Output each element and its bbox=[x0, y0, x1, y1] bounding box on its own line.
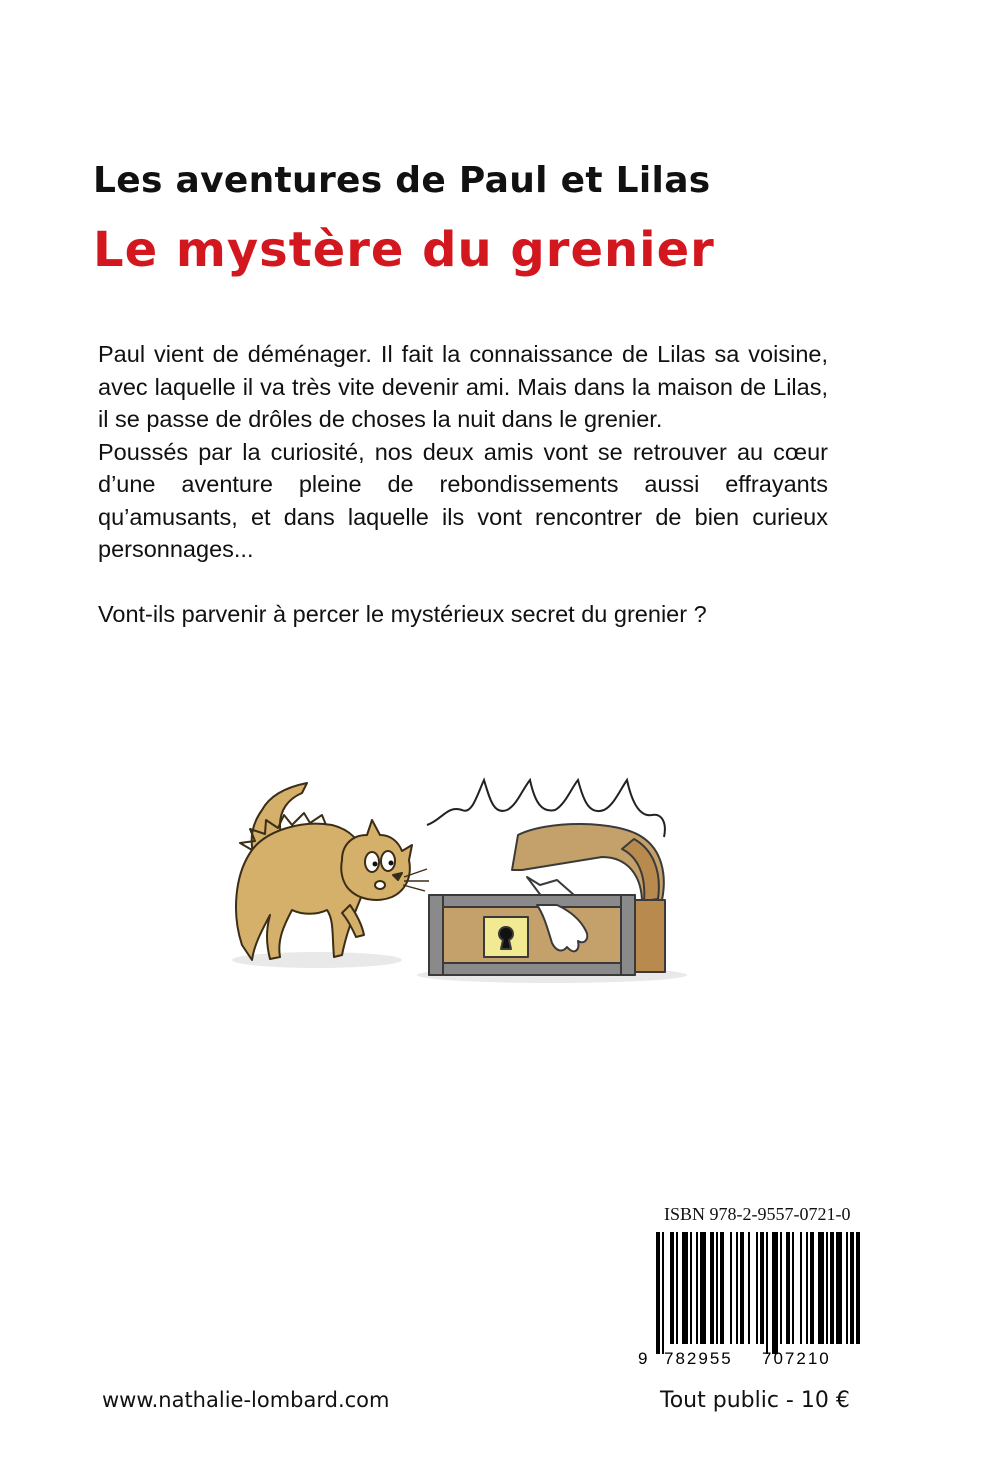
barcode-bar bbox=[662, 1232, 664, 1354]
chest-left-band bbox=[429, 895, 443, 975]
barcode-bar bbox=[818, 1232, 824, 1344]
barcode-bar bbox=[766, 1232, 768, 1354]
barcode-digit-first: 9 bbox=[638, 1349, 648, 1368]
chest-right-band bbox=[621, 895, 635, 975]
treasure-chest bbox=[429, 824, 665, 975]
barcode-bar bbox=[786, 1232, 790, 1344]
cat-eye-right bbox=[381, 851, 395, 871]
barcode-bar bbox=[730, 1232, 732, 1344]
barcode-bar bbox=[696, 1232, 698, 1344]
blurb-question: Vont-ils parvenir à percer le mystérieux secret du grenier ? bbox=[98, 600, 707, 627]
barcode-bar bbox=[700, 1232, 706, 1344]
barcode-bar bbox=[748, 1232, 750, 1344]
barcode-bar bbox=[676, 1232, 678, 1344]
website-link[interactable]: www.nathalie-lombard.com bbox=[102, 1388, 390, 1412]
barcode-bar bbox=[720, 1232, 724, 1344]
barcode-bar bbox=[826, 1232, 828, 1344]
barcode-bar bbox=[710, 1232, 714, 1344]
barcode-bar bbox=[850, 1232, 854, 1344]
cat-eye-left bbox=[365, 852, 379, 872]
barcode-bar bbox=[740, 1232, 744, 1344]
barcode-bar bbox=[792, 1232, 794, 1344]
barcode-bar bbox=[682, 1232, 688, 1344]
barcode-bar bbox=[846, 1232, 848, 1344]
barcode bbox=[630, 1230, 870, 1370]
barcode-bar bbox=[856, 1232, 860, 1344]
cat-shadow bbox=[232, 952, 402, 968]
barcode-bar bbox=[772, 1232, 778, 1354]
barcode-bar bbox=[670, 1232, 674, 1344]
chest-top-band bbox=[429, 895, 635, 907]
barcode-bar bbox=[736, 1232, 738, 1344]
barcode-bar bbox=[800, 1232, 802, 1344]
isbn: ISBN 978-2-9557-0721-0 bbox=[664, 1204, 851, 1224]
series-title: Les aventures de Paul et Lilas bbox=[93, 160, 711, 201]
barcode-bar bbox=[656, 1232, 660, 1354]
scared-cat bbox=[236, 783, 429, 960]
chest-bottom-band bbox=[429, 963, 635, 975]
book-title: Le mystère du grenier bbox=[93, 222, 715, 278]
barcode-group-right: 707210 bbox=[762, 1349, 831, 1368]
blurb-paragraph: Poussés par la curiosité, nos deux amis vont se retrouver au cœur d’une aventure pleine de rebondissements aussi effrayants qu’amusants, et dans laquelle ils vont rencontrer de bien curieux personnages... bbox=[98, 438, 828, 562]
barcode-bar bbox=[690, 1232, 692, 1344]
barcode-group-left: 782955 bbox=[664, 1349, 733, 1368]
blurb-paragraph: Paul vient de déménager. Il fait la connaissance de Lilas sa voisine, avec laquelle il va très vite devenir ami. Mais dans la maison de Lilas, il se passe de drôles de choses la nuit dans le grenier. bbox=[98, 341, 828, 432]
barcode-bar bbox=[810, 1232, 814, 1344]
blurb bbox=[98, 338, 828, 630]
chest-body bbox=[432, 900, 632, 972]
chest-side bbox=[635, 900, 665, 972]
barcode-bar bbox=[836, 1232, 842, 1344]
barcode-bar bbox=[830, 1232, 834, 1344]
barcode-bar bbox=[716, 1232, 718, 1344]
barcode-bar bbox=[780, 1232, 782, 1344]
cat-and-chest-illustration bbox=[222, 765, 692, 990]
barcode-bar bbox=[760, 1232, 764, 1344]
keyhole-icon bbox=[499, 927, 513, 949]
barcode-bar bbox=[756, 1232, 758, 1344]
audience-price: Tout public - 10 € bbox=[660, 1388, 850, 1413]
cat-mouth bbox=[375, 881, 385, 889]
barcode-bar bbox=[806, 1232, 808, 1344]
